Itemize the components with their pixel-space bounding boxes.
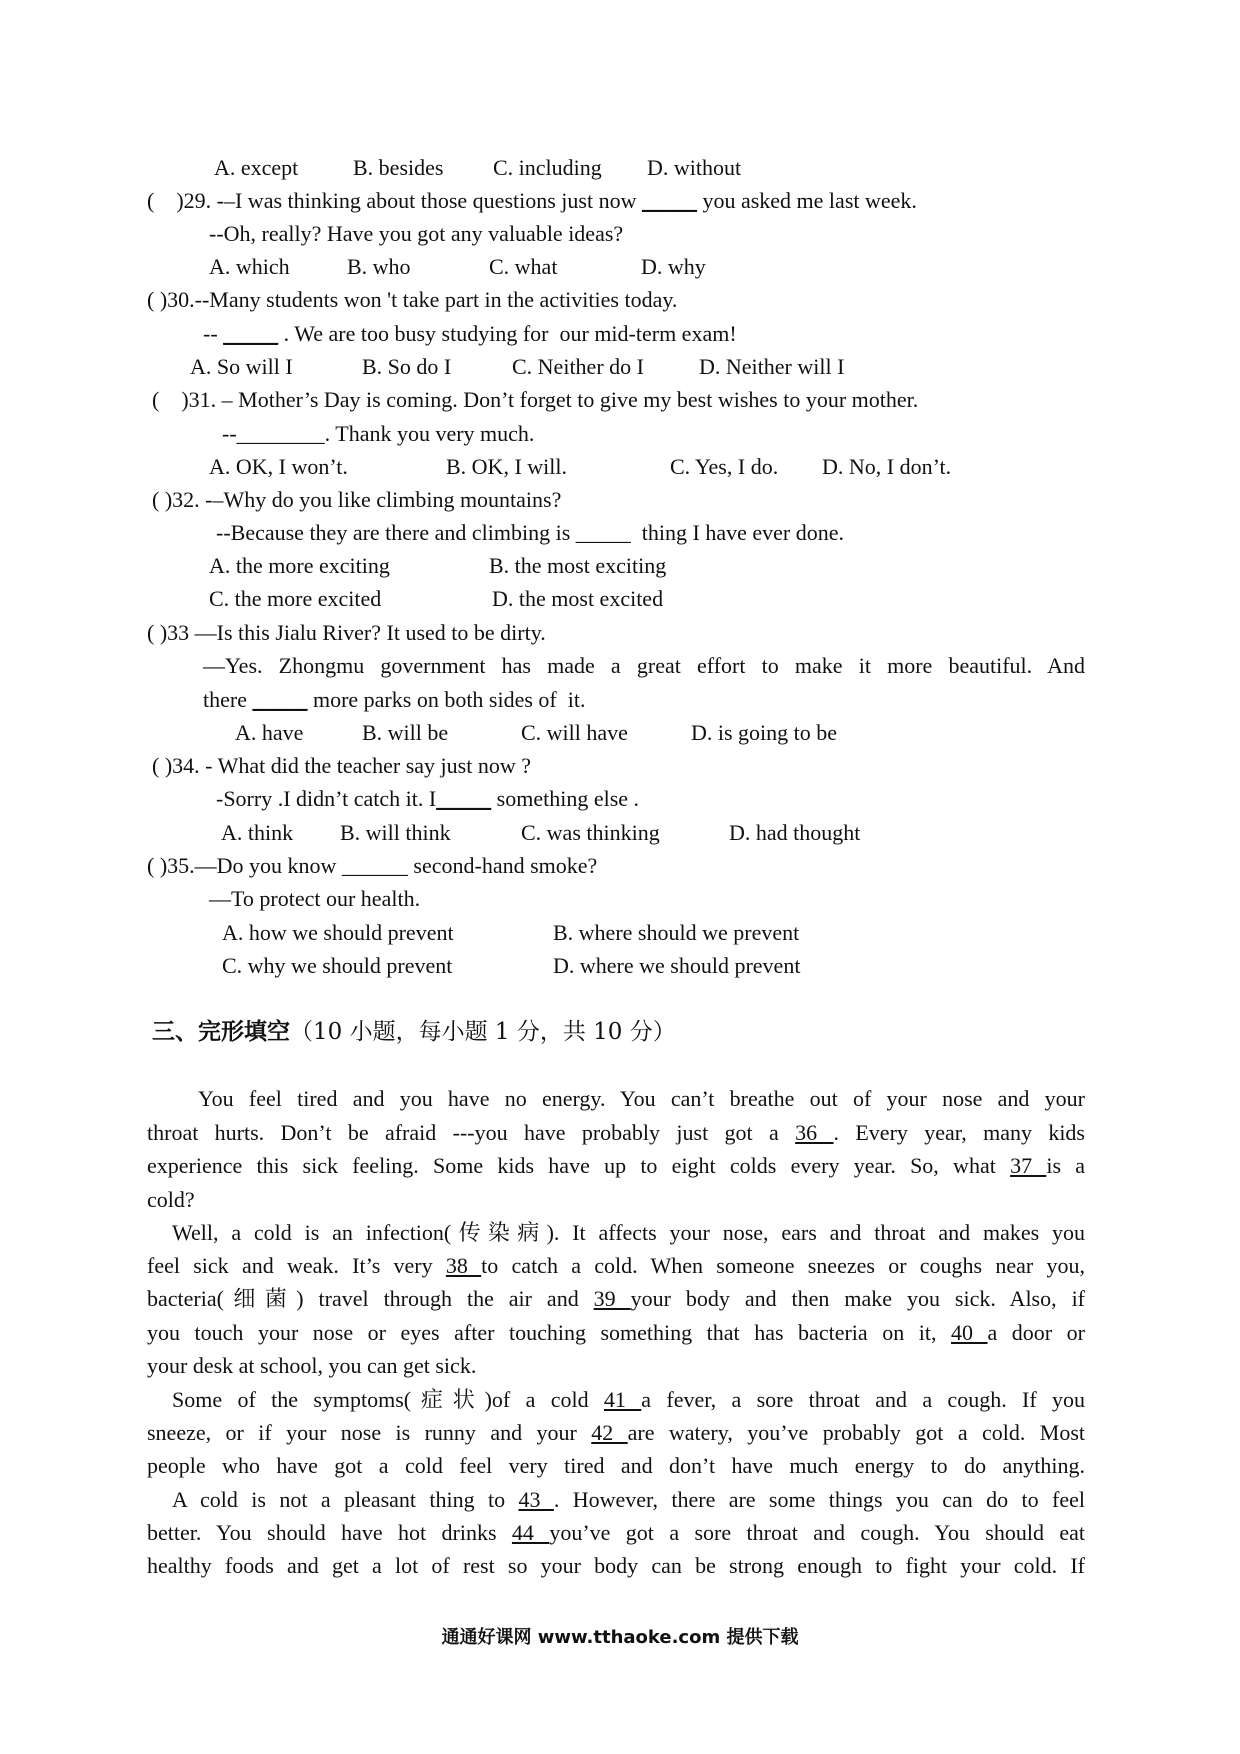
q35-option-c: C. why we should prevent <box>222 953 453 978</box>
q33-stem: ( )33 —Is this Jialu River? It used to be dirty. <box>147 620 546 645</box>
passage-p1-line2: throat hurts. Don’t be afraid ---you have probably just got a 36 . Every year, many kids <box>147 1120 1085 1145</box>
passage-p2-line2: feel sick and weak. It’s very 38 to catch a cold. When someone sneezes or coughs near you, <box>147 1253 1085 1278</box>
q31-option-b: B. OK, I will. <box>446 454 567 479</box>
q30-option-b: B. So do I <box>362 354 452 379</box>
blank-43: 43 <box>518 1487 554 1512</box>
passage-p1-line3: experience this sick feeling. Some kids have up to eight colds every year. So, what 37 is a <box>147 1153 1086 1178</box>
passage-p2-line3: bacteria(细菌) travel through the air and 39 your body and then make you sick. Also, if <box>147 1286 1086 1311</box>
passage-p3-line1: Some of the symptoms(症状)of a cold 41 a fever, a sore throat and a cough. If you <box>172 1387 1086 1412</box>
passage-p2-line4: you touch your nose or eyes after touching something that has bacteria on it, 40 a door or <box>147 1320 1085 1345</box>
q28-option-a: A. except <box>214 155 299 180</box>
blank-36: 36 <box>795 1120 834 1145</box>
q33-option-c: C. will have <box>521 720 628 745</box>
blank-39: 39 <box>593 1286 631 1311</box>
q30-option-a: A. So will I <box>190 354 293 379</box>
passage-p3-line2: sneeze, or if your nose is runny and your 42 are watery, you’ve probably got a cold. Most <box>147 1420 1085 1445</box>
q32-option-a: A. the more exciting <box>209 553 390 578</box>
q29-option-b: B. who <box>347 254 411 279</box>
q34-option-b: B. will think <box>340 820 451 845</box>
passage-p4-line2: better. You should have hot drinks 44 you’ve got a sore throat and cough. You should eat <box>147 1520 1086 1545</box>
q28-option-c: C. including <box>493 155 602 180</box>
q29-option-d: D. why <box>641 254 706 279</box>
q30-line2: -- _____ . We are too busy studying for our mid-term exam! <box>203 321 737 346</box>
q30-stem: ( )30.--Many students won 't take part in the activities today. <box>147 287 678 312</box>
section3-note: （10 小题，每小题 1 分，共 10 分） <box>290 1019 676 1045</box>
q29-line2: --Oh, really? Have you got any valuable ideas? <box>209 221 624 246</box>
q31-stem: ( )31. – Mother’s Day is coming. Don’t forget to give my best wishes to your mother. <box>152 387 919 412</box>
q29-option-c: C. what <box>489 254 558 279</box>
q33-line3: there _____ more parks on both sides of it. <box>203 687 586 712</box>
q33-option-b: B. will be <box>362 720 449 745</box>
q31-option-c: C. Yes, I do. <box>670 454 779 479</box>
q33-line2: —Yes. Zhongmu government has made a great effort to make it more beautiful. And <box>203 653 1085 678</box>
q32-option-c: C. the more excited <box>209 586 382 611</box>
q30-option-d: D. Neither will I <box>699 354 845 379</box>
footer-watermark: 通通好课网 www.tthaoke.com 提供下载 <box>441 1627 799 1648</box>
q28-option-d: D. without <box>647 155 742 180</box>
q35-stem: ( )35.—Do you know ______ second-hand smoke? <box>147 853 598 878</box>
q30-option-c: C. Neither do I <box>512 354 644 379</box>
q34-option-c: C. was thinking <box>521 820 660 845</box>
q31-option-d: D. No, I don’t. <box>822 454 952 479</box>
q33-option-d: D. is going to be <box>691 720 838 745</box>
passage-p1-line1: You feel tired and you have no energy. You can’t breathe out of your nose and your <box>198 1086 1085 1111</box>
passage-p4-line3: healthy foods and get a lot of rest so your body can be strong enough to fight your cold. If <box>147 1553 1085 1578</box>
q34-option-d: D. had thought <box>729 820 861 845</box>
q32-line2: --Because they are there and climbing is _____ thing I have ever done. <box>216 520 844 545</box>
blank-37: 37 <box>1010 1153 1047 1178</box>
q33-blank: _____ <box>252 687 308 712</box>
q34-line2: -Sorry .I didn’t catch it. I_____ something else . <box>216 786 640 811</box>
q34-stem: ( )34. - What did the teacher say just now ? <box>152 753 531 778</box>
q35-option-b: B. where should we prevent <box>553 920 800 945</box>
q31-line2: --________. Thank you very much. <box>222 421 535 446</box>
q29-option-a: A. which <box>209 254 290 279</box>
passage-p2-line1: Well, a cold is an infection(传染病). It affects your nose, ears and throat and makes you <box>172 1220 1085 1245</box>
q32-option-d: D. the most excited <box>492 586 664 611</box>
q35-option-a: A. how we should prevent <box>222 920 454 945</box>
q34-option-a: A. think <box>221 820 294 845</box>
q34-blank: _____ <box>436 786 492 811</box>
q30-blank: _____ <box>223 321 279 346</box>
section3-heading <box>152 1017 676 1047</box>
blank-40: 40 <box>950 1320 988 1345</box>
q29-blank: _____ <box>641 188 697 213</box>
q29-stem: ( )29. -–I was thinking about those questions just now _____ you asked me last week. <box>147 188 917 213</box>
q32-stem: ( )32. -–Why do you like climbing mountains? <box>152 487 562 512</box>
passage-p3-line3: people who have got a cold feel very tired and don’t have much energy to do anything. <box>147 1453 1085 1478</box>
q32-option-b: B. the most exciting <box>489 553 667 578</box>
passage-p4-line1: A cold is not a pleasant thing to 43 . However, there are some things you can do to feel <box>172 1487 1085 1512</box>
q28-option-b: B. besides <box>353 155 444 180</box>
section3-title: 三、完形填空 <box>152 1019 290 1045</box>
blank-38: 38 <box>445 1253 482 1278</box>
q35-option-d: D. where we should prevent <box>553 953 801 978</box>
passage-p2-line5: your desk at school, you can get sick. <box>147 1353 477 1378</box>
blank-41: 41 <box>603 1387 642 1412</box>
q33-option-a: A. have <box>235 720 304 745</box>
passage-p1-line4: cold? <box>147 1187 195 1212</box>
q35-line2: —To protect our health. <box>209 886 421 911</box>
blank-42: 42 <box>591 1420 628 1445</box>
q31-option-a: A. OK, I won’t. <box>209 454 348 479</box>
blank-44: 44 <box>511 1520 550 1545</box>
